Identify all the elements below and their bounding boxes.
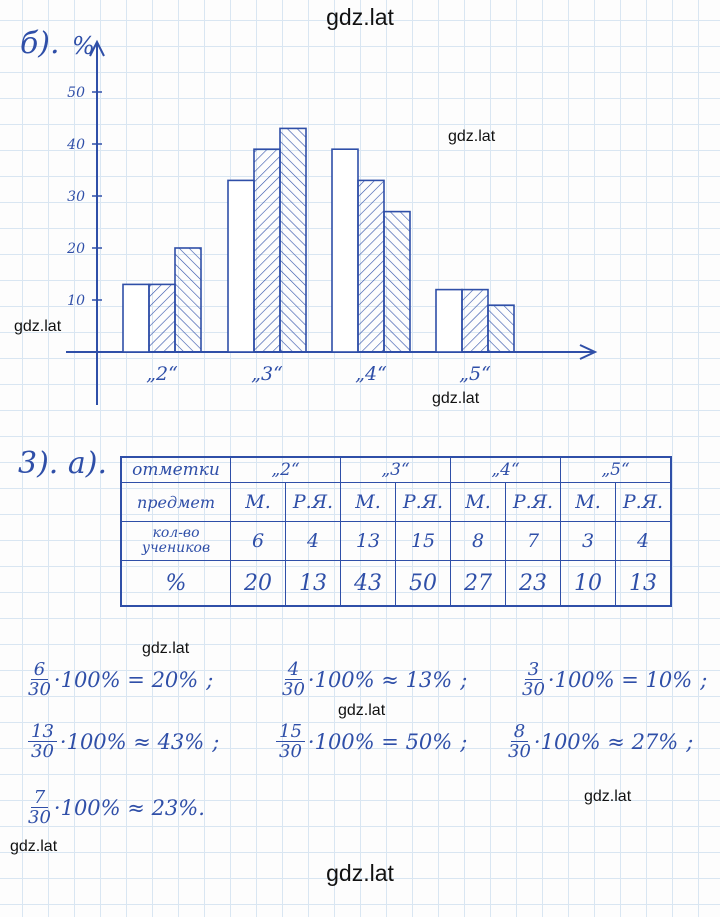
calc-6: $\frac{8}{30}$ ·100% ≈ 27% ; <box>508 721 694 762</box>
row-header-percent: % <box>121 561 231 607</box>
count-cell: 4 <box>616 522 672 561</box>
count-cell: 6 <box>231 522 286 561</box>
subject-cell: Р.Я. <box>506 483 561 522</box>
table-row-grades <box>121 457 671 483</box>
grade-2-header: „2“ <box>231 457 341 483</box>
fraction: $\frac{6}{30}$ <box>28 659 51 700</box>
calc-1: $\frac{6}{30}$ ·100% = 20% ; <box>28 659 214 700</box>
y-tick-label: 10 <box>67 293 85 309</box>
table-row-subjects <box>121 483 671 522</box>
bar-4-2 <box>358 180 384 352</box>
task-3a-label: 3). а). <box>18 446 107 481</box>
x-tick-label: „3“ <box>251 363 283 385</box>
bar-5-3 <box>488 305 514 352</box>
y-tick-label: 50 <box>67 85 85 101</box>
watermark-left: gdz.lat <box>14 318 62 335</box>
row-header-subject: предмет <box>121 483 231 522</box>
watermark-calc: gdz.lat <box>338 702 386 719</box>
percent-cell: 23 <box>506 561 561 607</box>
bar-2-3 <box>175 248 201 352</box>
fraction: $\frac{8}{30}$ <box>508 721 531 762</box>
percent-cell: 27 <box>451 561 506 607</box>
bar-5-1 <box>436 290 462 352</box>
count-cell: 13 <box>341 522 396 561</box>
count-cell: 3 <box>561 522 616 561</box>
calc-3: $\frac{3}{30}$ ·100% = 10% ; <box>522 659 708 700</box>
y-tick-label: 30 <box>67 189 85 205</box>
subject-cell: М. <box>561 483 616 522</box>
fraction: $\frac{7}{30}$ <box>28 787 51 828</box>
row-header-count: кол-во учеников <box>121 522 231 561</box>
subject-cell: Р.Я. <box>616 483 672 522</box>
task-b-label: б). <box>20 26 60 61</box>
x-tick-label: „2“ <box>146 363 178 385</box>
count-cell: 7 <box>506 522 561 561</box>
grades-table <box>120 456 672 607</box>
bar-5-2 <box>462 290 488 352</box>
watermark-top: gdz.lat <box>326 4 394 30</box>
calc-7: $\frac{7}{30}$ ·100% ≈ 23%. <box>28 787 205 828</box>
grade-4-header: „4“ <box>451 457 561 483</box>
subject-cell: М. <box>341 483 396 522</box>
grade-5-header: „5“ <box>561 457 672 483</box>
histogram-chart <box>0 20 720 420</box>
subject-cell: М. <box>451 483 506 522</box>
calc-5: $\frac{15}{30}$ ·100% = 50% ; <box>276 722 467 761</box>
percent-cell: 50 <box>396 561 451 607</box>
grade-3-header: „3“ <box>341 457 451 483</box>
bar-4-1 <box>332 149 358 352</box>
count-cell: 15 <box>396 522 451 561</box>
y-tick-label: 40 <box>67 137 85 153</box>
watermark-table: gdz.lat <box>142 640 190 657</box>
count-cell: 4 <box>286 522 341 561</box>
percent-cell: 43 <box>341 561 396 607</box>
bar-2-2 <box>149 284 175 352</box>
bar-3-1 <box>228 180 254 352</box>
calc-4: $\frac{13}{30}$ ·100% ≈ 43% ; <box>28 722 219 761</box>
bar-4-3 <box>384 212 410 352</box>
x-tick-label: „5“ <box>459 363 491 385</box>
watermark-bottom: gdz.lat <box>326 860 394 886</box>
percent-cell: 20 <box>231 561 286 607</box>
subject-cell: Р.Я. <box>396 483 451 522</box>
fraction: $\frac{3}{30}$ <box>522 659 545 700</box>
table-row-percents <box>121 561 671 607</box>
watermark-right: gdz.lat <box>584 788 632 805</box>
y-axis-label: % <box>72 32 95 60</box>
percent-cell: 13 <box>616 561 672 607</box>
watermark-bottom-left: gdz.lat <box>10 838 58 855</box>
bar-3-2 <box>254 149 280 352</box>
subject-cell: М. <box>231 483 286 522</box>
percent-cell: 10 <box>561 561 616 607</box>
table-row-counts <box>121 522 671 561</box>
fraction: $\frac{15}{30}$ <box>276 722 305 761</box>
bar-3-3 <box>280 128 306 352</box>
subject-cell: Р.Я. <box>286 483 341 522</box>
x-tick-label: „4“ <box>355 363 387 385</box>
watermark-chart: gdz.lat <box>448 128 496 145</box>
fraction: $\frac{13}{30}$ <box>28 722 57 761</box>
fraction: $\frac{4}{30}$ <box>282 659 305 700</box>
row-header-grades: отметки <box>121 457 231 483</box>
percent-cell: 13 <box>286 561 341 607</box>
watermark-axis: gdz.lat <box>432 390 480 407</box>
calc-2: $\frac{4}{30}$ ·100% ≈ 13% ; <box>282 659 468 700</box>
bar-2-1 <box>123 284 149 352</box>
y-tick-label: 20 <box>67 241 85 257</box>
count-cell: 8 <box>451 522 506 561</box>
